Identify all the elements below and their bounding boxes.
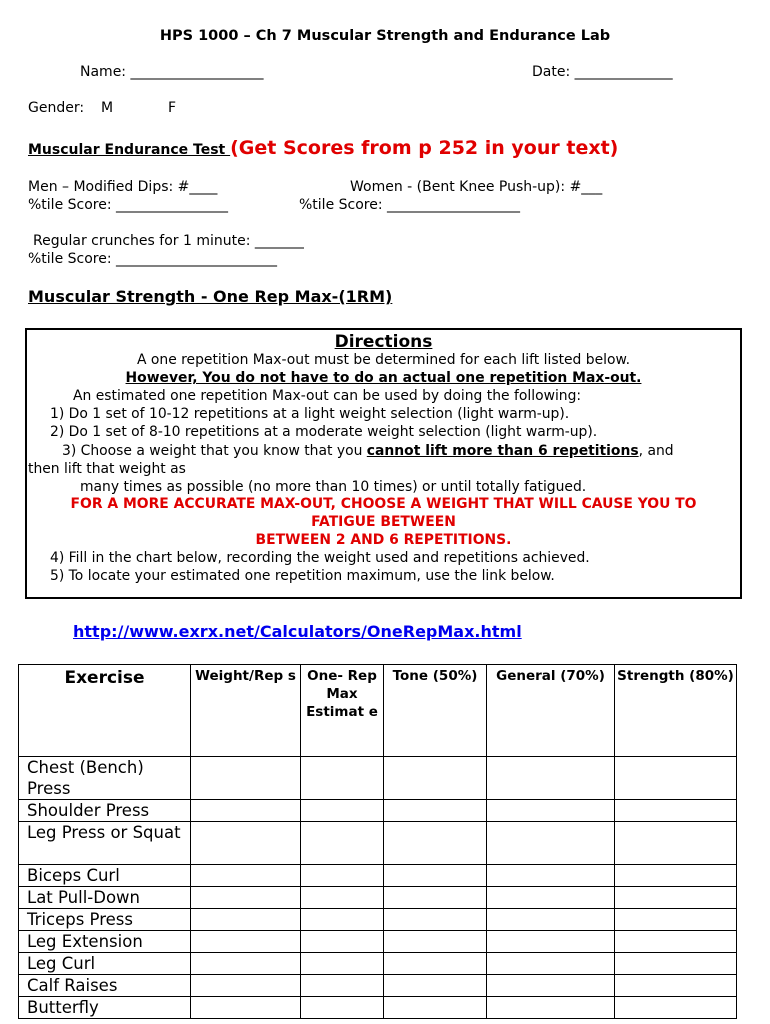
endurance-heading <box>28 137 618 159</box>
weight-reps-cell[interactable] <box>191 757 301 800</box>
one-rep-max-cell[interactable] <box>301 822 384 865</box>
tone-cell[interactable] <box>384 800 487 822</box>
tone-cell[interactable] <box>384 822 487 865</box>
weight-reps-cell[interactable] <box>191 822 301 865</box>
one-rep-max-cell[interactable] <box>301 757 384 800</box>
col-header-weight-reps: Weight/Rep s <box>191 665 301 757</box>
directions-step: 5) To locate your estimated one repetition maximum, use the link below. <box>50 568 555 584</box>
name-field[interactable]: Name: ___________________ <box>80 64 264 80</box>
one-rep-max-cell[interactable] <box>301 865 384 887</box>
gender-option-m[interactable]: M <box>101 100 114 116</box>
exercise-name: Biceps Curl <box>19 865 191 887</box>
date-field[interactable]: Date: ______________ <box>532 64 673 80</box>
women-score-field[interactable]: %tile Score: ___________________ <box>299 197 521 213</box>
tone-cell[interactable] <box>384 887 487 909</box>
tone-cell[interactable] <box>384 757 487 800</box>
strength-cell[interactable] <box>615 953 737 975</box>
strength-cell[interactable] <box>615 887 737 909</box>
exercise-name: Calf Raises <box>19 975 191 997</box>
general-cell[interactable] <box>487 800 615 822</box>
one-rep-max-cell[interactable] <box>301 953 384 975</box>
strength-cell[interactable] <box>615 822 737 865</box>
exercise-name: Chest (Bench) Press <box>19 757 191 800</box>
directions-warning: FATIGUE BETWEEN <box>311 514 456 530</box>
table-row <box>19 997 737 1019</box>
strength-cell[interactable] <box>615 800 737 822</box>
exercise-name: Lat Pull-Down <box>19 887 191 909</box>
general-cell[interactable] <box>487 953 615 975</box>
table-row <box>19 931 737 953</box>
one-rep-max-cell[interactable] <box>301 975 384 997</box>
directions-title: Directions <box>334 332 433 352</box>
weight-reps-cell[interactable] <box>191 953 301 975</box>
table-row <box>19 865 737 887</box>
one-rep-max-link[interactable]: http://www.exrx.net/Calculators/OneRepMax.html <box>73 622 522 641</box>
directions-warning: FOR A MORE ACCURATE MAX-OUT, CHOOSE A WEIGHT THAT WILL CAUSE YOU TO <box>70 496 697 512</box>
directions-line: many times as possible (no more than 10 times) or until totally fatigued. <box>80 479 587 495</box>
gender-label: Gender: <box>28 100 85 116</box>
tone-cell[interactable] <box>384 997 487 1019</box>
directions-box <box>25 328 742 599</box>
page-title: HPS 1000 – Ch 7 Muscular Strength and Endurance Lab <box>159 28 611 44</box>
strength-heading: Muscular Strength - One Rep Max-(1RM) <box>28 287 393 306</box>
weight-reps-cell[interactable] <box>191 975 301 997</box>
general-cell[interactable] <box>487 757 615 800</box>
table-row <box>19 757 737 800</box>
general-cell[interactable] <box>487 975 615 997</box>
strength-cell[interactable] <box>615 865 737 887</box>
strength-cell[interactable] <box>615 931 737 953</box>
weight-reps-cell[interactable] <box>191 931 301 953</box>
general-cell[interactable] <box>487 931 615 953</box>
endurance-note: (Get Scores from p 252 in your text) <box>230 137 619 159</box>
tone-cell[interactable] <box>384 975 487 997</box>
table-row <box>19 909 737 931</box>
one-rep-max-cell[interactable] <box>301 909 384 931</box>
one-rep-max-cell[interactable] <box>301 887 384 909</box>
table-row <box>19 887 737 909</box>
table-row <box>19 953 737 975</box>
women-pushup-field[interactable]: Women - (Bent Knee Push-up): #___ <box>350 179 603 195</box>
tone-cell[interactable] <box>384 953 487 975</box>
one-rep-max-cell[interactable] <box>301 800 384 822</box>
table-header-row <box>19 665 737 757</box>
general-cell[interactable] <box>487 865 615 887</box>
general-cell[interactable] <box>487 887 615 909</box>
col-header-strength: Strength (80%) <box>615 665 737 757</box>
exercise-name: Leg Press or Squat <box>19 822 191 865</box>
table-row <box>19 800 737 822</box>
directions-line: An estimated one repetition Max-out can be used by doing the following: <box>73 388 582 404</box>
general-cell[interactable] <box>487 822 615 865</box>
weight-reps-cell[interactable] <box>191 800 301 822</box>
directions-step: 1) Do 1 set of 10-12 repetitions at a light weight selection (light warm-up). <box>50 406 570 422</box>
general-cell[interactable] <box>487 997 615 1019</box>
weight-reps-cell[interactable] <box>191 865 301 887</box>
table-row <box>19 975 737 997</box>
col-header-one-rep-max: One- Rep Max Estimat e <box>301 665 384 757</box>
crunches-field[interactable]: Regular crunches for 1 minute: _______ <box>33 233 304 249</box>
strength-cell[interactable] <box>615 975 737 997</box>
men-dips-field[interactable]: Men – Modified Dips: #____ <box>28 179 218 195</box>
exercise-name: Butterfly <box>19 997 191 1019</box>
one-rep-max-cell[interactable] <box>301 997 384 1019</box>
tone-cell[interactable] <box>384 909 487 931</box>
general-cell[interactable] <box>487 909 615 931</box>
directions-emphasis: cannot lift more than 6 repetitions <box>366 443 639 459</box>
weight-reps-cell[interactable] <box>191 909 301 931</box>
crunches-score-field[interactable]: %tile Score: _______________________ <box>28 251 278 267</box>
exercise-name: Triceps Press <box>19 909 191 931</box>
weight-reps-cell[interactable] <box>191 997 301 1019</box>
directions-step: 4) Fill in the chart below, recording the weight used and repetitions achieved. <box>50 550 590 566</box>
weight-reps-cell[interactable] <box>191 887 301 909</box>
col-header-exercise: Exercise <box>19 665 191 757</box>
col-header-general: General (70%) <box>487 665 615 757</box>
directions-line: However, You do not have to do an actual one repetition Max-out. <box>125 370 642 386</box>
tone-cell[interactable] <box>384 865 487 887</box>
directions-line: then lift that weight as <box>28 461 186 477</box>
exercise-name: Leg Curl <box>19 953 191 975</box>
directions-line: A one repetition Max-out must be determined for each lift listed below. <box>136 352 631 368</box>
men-score-field[interactable]: %tile Score: ________________ <box>28 197 229 213</box>
one-rep-max-cell[interactable] <box>301 931 384 953</box>
strength-cell[interactable] <box>615 909 737 931</box>
gender-option-f[interactable]: F <box>168 100 177 116</box>
directions-step-text: 3) Choose a weight that you know that you <box>62 443 367 459</box>
table-row <box>19 822 737 865</box>
exercise-name: Leg Extension <box>19 931 191 953</box>
directions-step <box>62 443 674 459</box>
endurance-heading-label: Muscular Endurance Test <box>28 142 231 158</box>
strength-cell[interactable] <box>615 997 737 1019</box>
directions-step-text: , and <box>638 443 674 459</box>
strength-cell[interactable] <box>615 757 737 800</box>
exercise-name: Shoulder Press <box>19 800 191 822</box>
exercise-table <box>18 664 737 1019</box>
directions-warning: BETWEEN 2 AND 6 REPETITIONS. <box>255 532 512 548</box>
directions-step: 2) Do 1 set of 8-10 repetitions at a moderate weight selection (light warm-up). <box>50 424 598 440</box>
col-header-tone: Tone (50%) <box>384 665 487 757</box>
tone-cell[interactable] <box>384 931 487 953</box>
